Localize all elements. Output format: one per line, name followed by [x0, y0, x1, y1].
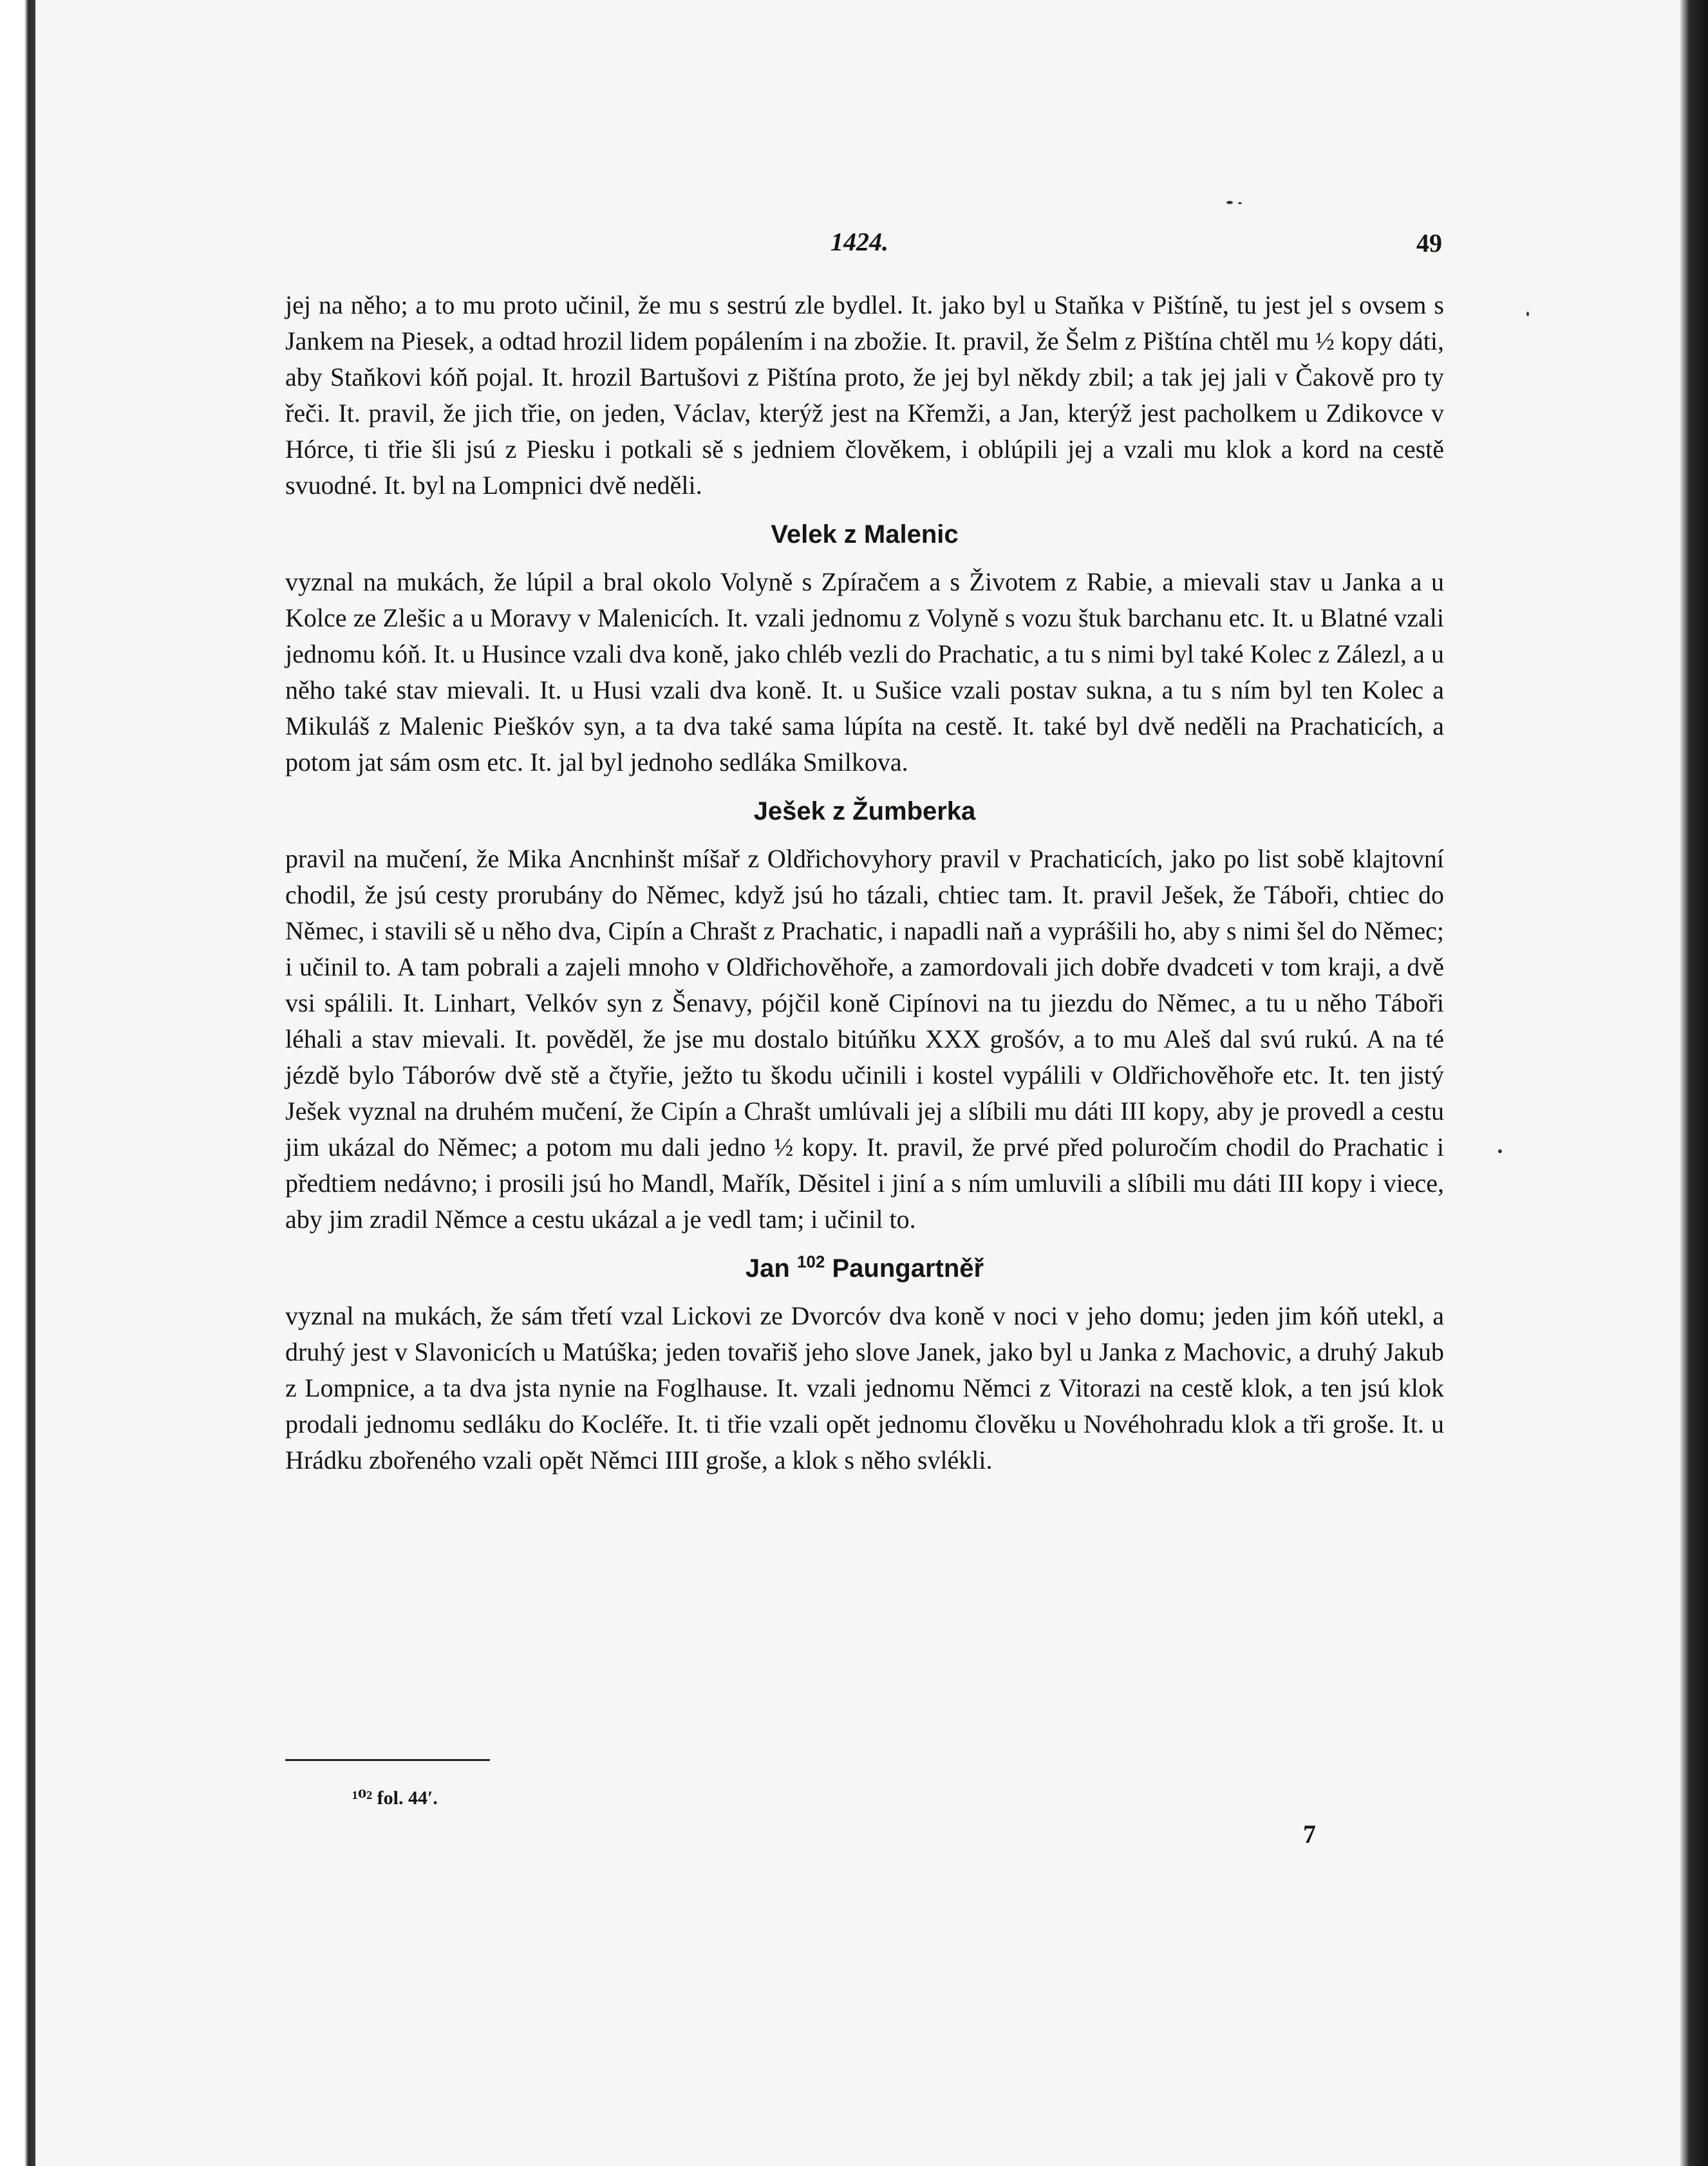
scan-speck	[1526, 312, 1529, 316]
section-heading	[285, 1250, 1444, 1286]
signature-mark: 7	[1303, 1820, 1316, 1849]
heading-text: Paungartněř	[832, 1254, 984, 1283]
section-heading: Velek z Malenic	[771, 520, 959, 549]
scan-speck	[1226, 201, 1233, 204]
footnote-rule	[285, 1759, 490, 1761]
paragraph: vyznal na mukách, že lúpil a bral okolo Volyně s Zpíračem a s Životem z Rabie, a mievali stav u Janka a u Kolce ze Zlešic a u Moravy v Malenicích. It. vzali jednomu z Volyně s vozu štuk barchanu etc. It. u Blatné vzali jednomu kóň. It. u Husince vzali dva koně, jako chléb vezli do Prachatic, a tu s nimi byl také Kolec z Zálezl, a u něho také stav mievali. It. u Husi vzali dva koně. It. u Sušice vzali postav sukna, a tu s ním byl ten Kolec a Mikuláš z Malenic Pieškóv syn, a ta dva také sama lúpíta na cestě. It. také byl dvě neděli na Prachaticích, a potom jat sám osm etc. It. jal byl jednoho sedláka Smilkova.	[285, 567, 1444, 777]
section-heading: Ješek z Žumberka	[753, 797, 976, 825]
scan-left-edge	[0, 0, 35, 2166]
page-number: 49	[1416, 229, 1442, 258]
scan-speck	[1238, 202, 1242, 204]
scan-speck	[1498, 1149, 1502, 1153]
footnote-reference: 102	[796, 1252, 825, 1272]
running-head: 1424.	[831, 227, 888, 256]
page-body	[285, 287, 1444, 1478]
paragraph: pravil na mučení, že Mika Ancnhinšt míšař z Oldřichovyhory pravil v Prachaticích, jako po list sobě klajtovní chodil, že jsú cesty prorubány do Němec, když jsú ho tázali, chtiec tam. It. pravil Ješek, že Táboři, chtiec do Němec, i stavili sě u něho dva, Cipín a Chrašt z Prachatic, i napadli naň a vyprášili ho, aby s nimi šel do Němec; i učinil to. A tam pobrali a zajeli mnoho v Oldřichověhoře, a zamordovali jich dobře dvadceti v tom kraji, a dvě vsi spálili. It. Linhart, Velkóv syn z Šenavy, pójčil koně Cipínovi na tu jiezdu do Němec, a tu u něho Táboři léhali a stav mievali. It. pověděl, že jse mu dostalo bitúňku XXX grošóv, a to mu Aleš dal svú rukú. A na té jézdě bylo Táborów dvě stě a čtyřie, ježto tu škodu učinili i kostel vypálili v Oldřichověhoře etc. It. ten jistý Ješek vyznal na druhém mučení, že Cipín a Chrašt umlúvali jej a slíbili mu dáti III kopy, aby je provedl a cestu jim ukázal do Němec; a potom mu dali jedno ½ kopy. It. pravil, že prvé před poluročím chodil do Prachatic i předtiem nedávno; i prosili jsú ho Mandl, Mařík, Děsitel i jiní a s ním umluvili a slíbili mu dáti III kopy i viece, aby jim zradil Němce a cestu ukázal a je vedl tam; i učinil to.	[285, 844, 1444, 1234]
paragraph: vyznal na mukách, že sám třetí vzal Lickovi ze Dvorcóv dva koně v noci v jeho domu; jeden jim kóň utekl, a druhý jest v Slavonicích u Matúška; jeden tovařiš jeho slove Janek, jako byl u Janka z Machovic, a druhý Jakub z Lompnice, a ta dva jsta nynie na Foglhause. It. vzali jednomu Němci z Vitorazi na cestě klok, a ten jsú klok prodali jednomu sedláku do Kocléře. It. ti třie vzali opět jednomu člověku u Novéhohradu klok a tři groše. It. u Hrádku zbořeného vzali opět Němci IIII groše, a klok s něho svlékli.	[285, 1301, 1444, 1474]
heading-text: Jan	[745, 1254, 790, 1283]
scan-right-edge	[1680, 0, 1708, 2166]
paragraph: jej na něho; a to mu proto učinil, že mu s sestrú zle bydlel. It. jako byl u Staňka v Pištíně, tu jest jel s ovsem s Jankem na Piesek, a odtad hrozil lidem popálením i na zbožie. It. pravil, že Šelm z Pištína chtěl mu ½ kopy dáti, aby Staňkovi kóň pojal. It. hrozil Bartušovi z Pištína proto, že jej byl někdy zbil; a tak jej jali v Čakově pro ty řeči. It. pravil, že jich třie, on jeden, Václav, kterýž jest na Křemži, a Jan, kterýž jest pacholkem u Zdikovce v Hórce, ti třie šli jsú z Piesku i potkali sě s jedniem člověkem, i oblúpili jej a vzali mu klok a kord na cestě svuodné. It. byl na Lompnici dvě neděli.	[285, 290, 1444, 500]
footnote: ¹⁰² fol. 44′.	[352, 1787, 438, 1809]
